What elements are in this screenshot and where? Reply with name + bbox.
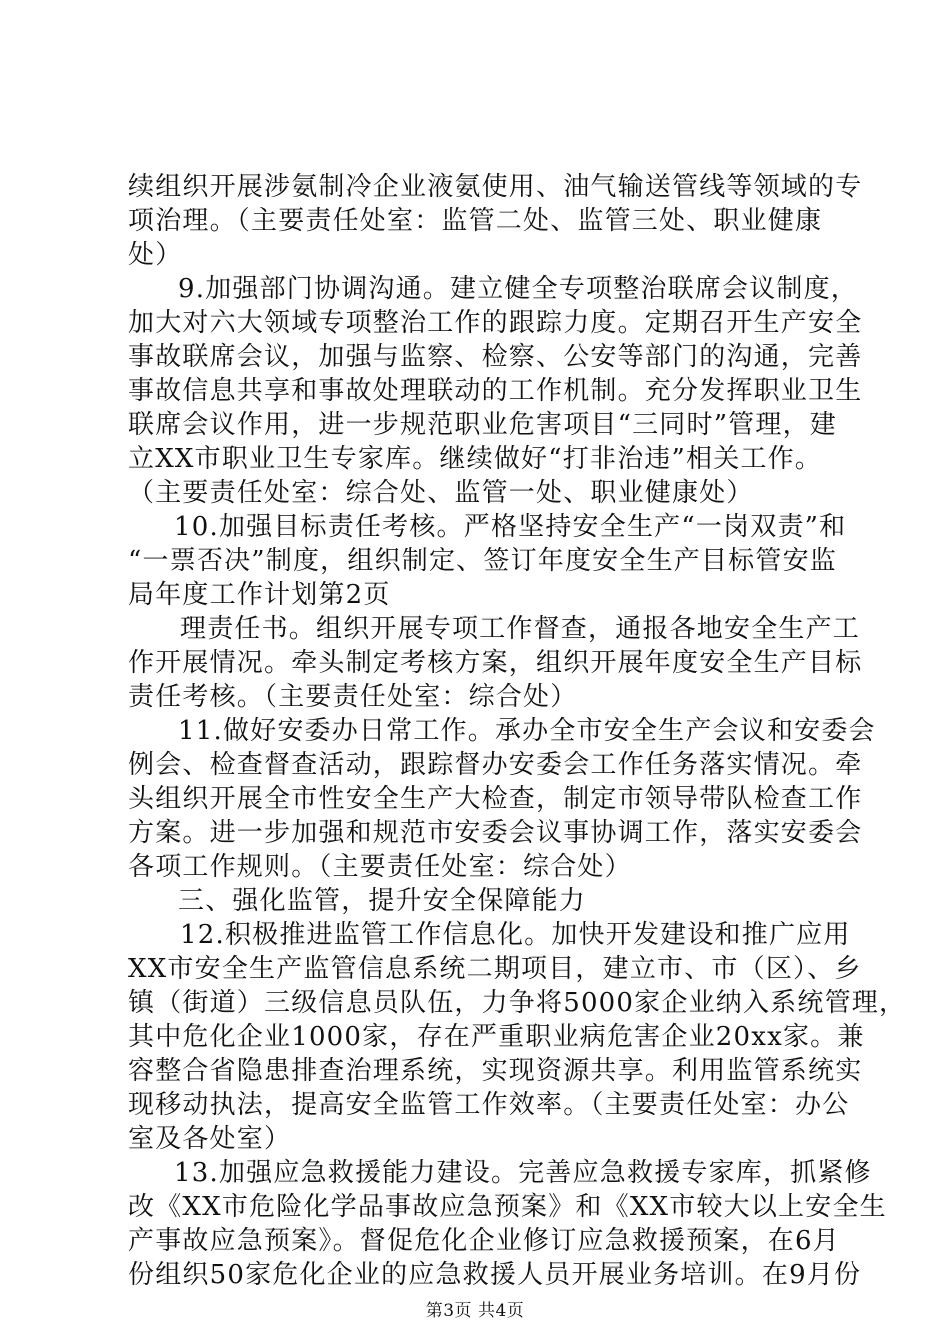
- text-line: 方案。进一步加强和规范市安委会议事协调工作，落实安委会: [128, 818, 863, 848]
- text-line: 项治理。（主要责任处室：监管二处、监管三处、职业健康: [128, 206, 823, 236]
- text-line: 镇（街道）三级信息员队伍，力争将5000家企业纳入系统管理，: [128, 988, 907, 1018]
- text-line: 产事故应急预案》。督促危化企业修订应急救援预案，在6月: [128, 1226, 840, 1256]
- text-line: 其中危化企业1000家，存在严重职业病危害企业20xx家。兼: [128, 1022, 865, 1052]
- text-line: 联席会议作用，进一步规范职业危害项目“三同时”管理，建: [128, 410, 837, 440]
- text-line: 立XX市职业卫生专家库。继续做好“打非治违”相关工作。: [128, 444, 823, 474]
- text-line: 作开展情况。牵头制定考核方案，组织开展年度安全生产目标: [128, 648, 863, 678]
- text-line: 续组织开展涉氨制冷企业液氨使用、油气输送管线等领域的专: [128, 172, 863, 202]
- text-line: （主要责任处室：综合处、监管一处、职业健康处）: [128, 478, 754, 508]
- text-line: 份组织50家危化企业的应急救援人员开展业务培训。在9月份: [128, 1260, 862, 1290]
- page-footer: 第3页 共4页: [425, 1301, 525, 1321]
- text-line: 13.加强应急救援能力建设。完善应急救援专家库，抓紧修: [174, 1158, 872, 1188]
- text-line: 改《XX市危险化学品事故应急预案》和《XX市较大以上安全生: [128, 1192, 887, 1222]
- text-line: 12.积极推进监管工作信息化。加快开发建设和推广应用: [180, 920, 851, 950]
- text-line: 事故信息共享和事故处理联动的工作机制。充分发挥职业卫生: [128, 376, 863, 406]
- text-line: 11.做好安委办日常工作。承办全市安全生产会议和安委会: [178, 716, 876, 746]
- text-line: 局年度工作计划第2页: [128, 580, 391, 610]
- text-line: 各项工作规则。（主要责任处室：综合处）: [128, 852, 632, 882]
- text-line: 处）: [128, 240, 183, 270]
- text-line: 现移动执法，提高安全监管工作效率。（主要责任处室：办公: [128, 1090, 850, 1120]
- text-line: XX市安全生产监管信息系统二期项目，建立市、市（区）、乡: [128, 954, 862, 984]
- text-line: 加大对六大领域专项整治工作的跟踪力度。定期召开生产安全: [128, 308, 863, 338]
- section-heading: 三、强化监管，提升安全保障能力: [178, 886, 587, 916]
- text-line: 9.加强部门协调沟通。建立健全专项整治联席会议制度，: [178, 274, 859, 304]
- text-line: 头组织开展全市性安全生产大检查，制定市领导带队检查工作: [128, 784, 863, 814]
- text-line: 10.加强目标责任考核。严格坚持安全生产“一岗双责”和: [174, 512, 847, 542]
- text-line: 室及各处室）: [128, 1124, 292, 1154]
- text-line: 理责任书。组织开展专项工作督查，通报各地安全生产工: [180, 614, 861, 644]
- text-line: 责任考核。（主要责任处室：综合处）: [128, 682, 578, 712]
- text-line: 容整合省隐患排查治理系统，实现资源共享。利用监管系统实: [128, 1056, 863, 1086]
- text-line: 事故联席会议，加强与监察、检察、公安等部门的沟通，完善: [128, 342, 863, 372]
- text-line: 例会、检查督查活动，跟踪督办安委会工作任务落实情况。牵: [128, 750, 863, 780]
- text-line: “一票否决”制度，组织制定、签订年度安全生产目标管安监: [128, 546, 837, 576]
